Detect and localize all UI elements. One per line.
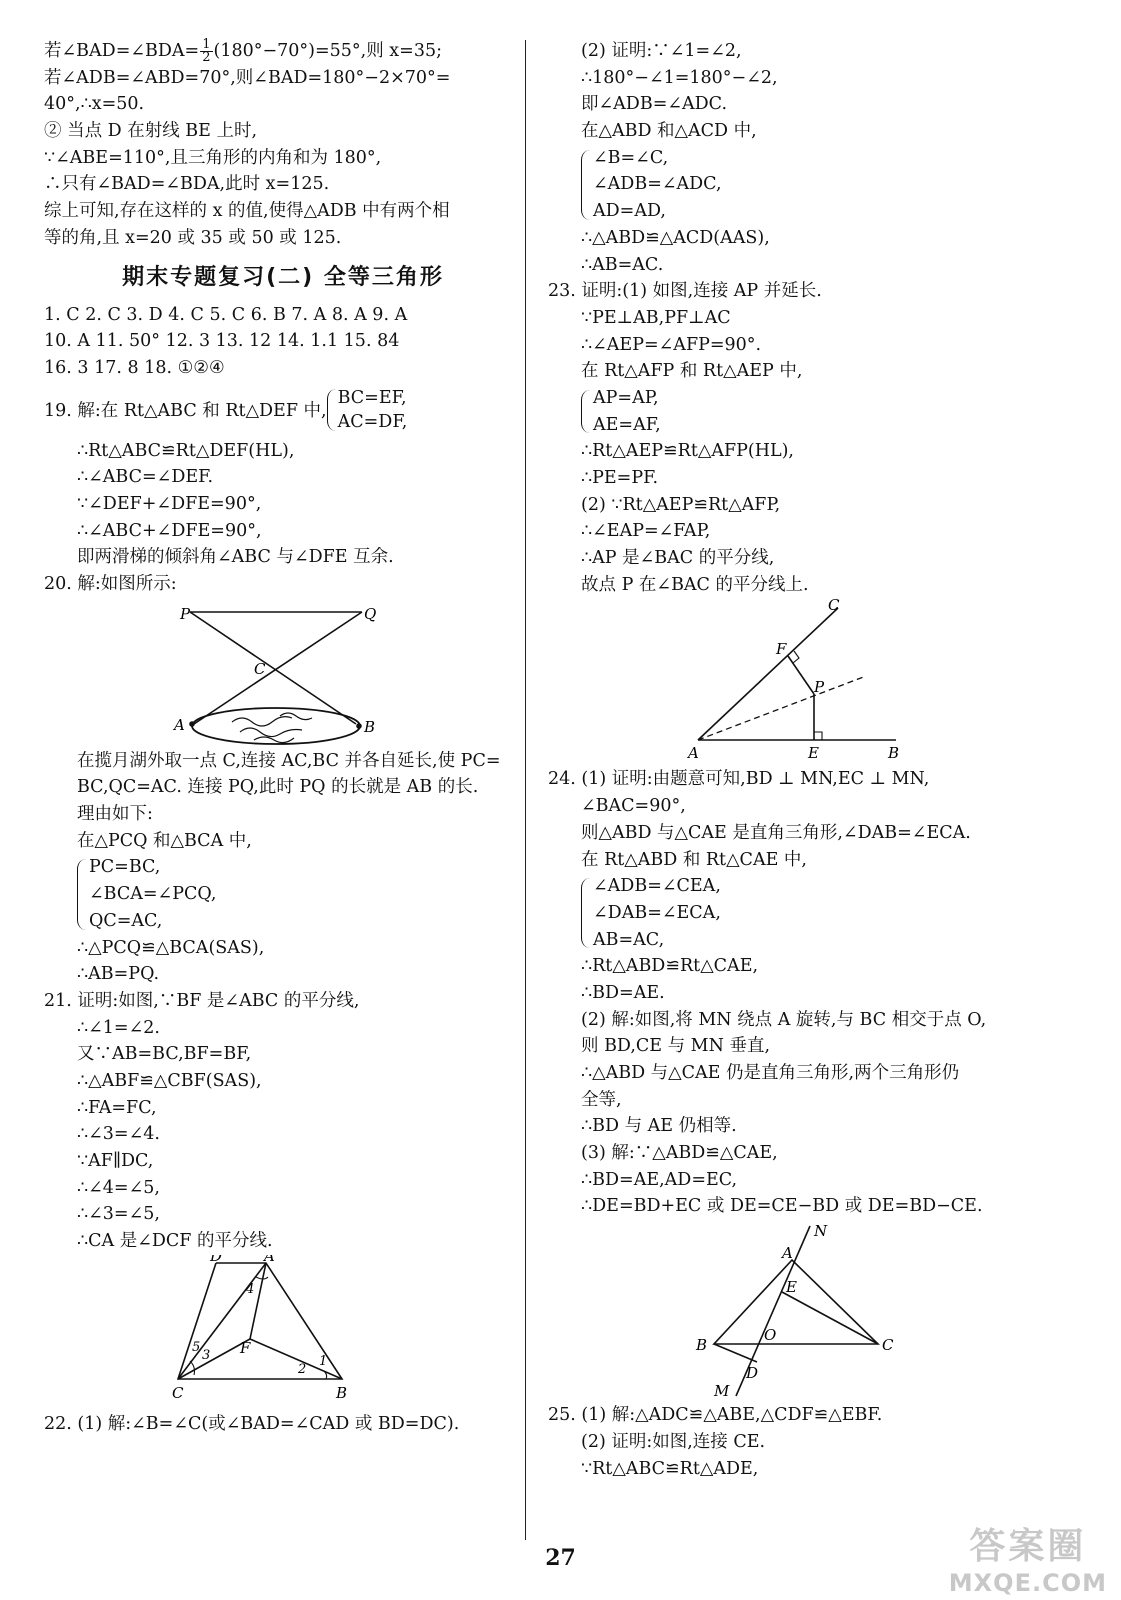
label-a: A — [688, 744, 699, 763]
text-line: ∴△ABD≌△ACD(AAS), — [581, 227, 770, 248]
page-number: 27 — [545, 1545, 576, 1571]
label-o: O — [764, 1326, 777, 1345]
watermark — [949, 1518, 1107, 1597]
label-m: M — [714, 1382, 730, 1401]
label-p: P — [814, 678, 825, 697]
text-line: ∴Rt△ABD≌Rt△CAE, — [581, 956, 759, 977]
text-line: 综上可知,存在这样的 x 的值,使得△ADB 中有两个相 — [44, 201, 450, 222]
brace-line: PC=BC, — [89, 857, 161, 878]
text-line: 故点 P 在∠BAC 的平分线上. — [581, 574, 809, 595]
brace-line: AC=DF, — [337, 411, 408, 432]
section-title: 期末专题复习(二) 全等三角形 — [122, 264, 444, 290]
label-angle-4: 4 — [246, 1281, 255, 1297]
label-angle-1: 1 — [319, 1353, 328, 1369]
line-pf — [788, 656, 814, 694]
brace-line: BC=EF, — [337, 387, 407, 408]
text-line: 又∵AB=BC,BF=BF, — [77, 1044, 252, 1065]
label-c: C — [828, 598, 840, 615]
text-line: 在 Rt△AFP 和 Rt△AEP 中, — [581, 361, 803, 382]
label-b: B — [364, 717, 376, 736]
text-line: 23. 证明:(1) 如图,连接 AP 并延长. — [548, 281, 822, 302]
label-b: B — [336, 1383, 348, 1402]
figure-21 — [44, 1255, 522, 1405]
label-c: C — [882, 1336, 894, 1355]
brace-line: AB=AC, — [593, 929, 665, 950]
text-line: ∵∠ABE=110°,且三角形的内角和为 180°, — [44, 147, 382, 168]
brace-group — [581, 145, 1068, 225]
text-line: ∵AF∥DC, — [77, 1151, 154, 1171]
text-line: 在揽月湖外取一点 C,连接 AC,BC 并各自延长,使 PC= — [77, 750, 501, 771]
q19-head: 19. 解:在 Rt△ABC 和 Rt△DEF 中, BC=EF, AC=DF, — [44, 387, 408, 432]
brace-line: AP=AP, — [593, 387, 659, 408]
brace-line: ∠DAB=∠ECA, — [593, 902, 721, 923]
text-line: ∵Rt△ABC≌Rt△ADE, — [581, 1458, 759, 1479]
text-line: ∴Rt△AEP≌Rt△AFP(HL), — [581, 441, 794, 462]
watermark-logo-text: 答案圈 — [969, 1526, 1087, 1567]
line-bd — [714, 1344, 757, 1362]
text-line: (2) ∵Rt△AEP≌Rt△AFP, — [581, 494, 781, 515]
text-line: 若∠ADB=∠ABD=70°,则∠BAD=180°−2×70°= — [44, 67, 451, 88]
text-line: 即∠ADB=∠ADC. — [581, 94, 728, 115]
line-ce — [782, 1292, 878, 1344]
brace-group — [581, 385, 1068, 438]
brace-group — [327, 386, 408, 434]
text-line: 全等, — [581, 1089, 622, 1110]
label-angle-3: 3 — [202, 1347, 211, 1363]
label-f: F — [240, 1338, 251, 1357]
answer-line: 10. A 11. 50° 12. 3 13. 12 14. 1.1 15. 84 — [44, 331, 400, 352]
text-line: ∴DE=BD+EC 或 DE=CE−BD 或 DE=BD−CE. — [581, 1196, 983, 1217]
text-line: ∵PE⊥AB,PF⊥AC — [581, 307, 731, 328]
text-line: 等的角,且 x=20 或 35 或 50 或 125. — [44, 227, 342, 248]
text-line: ∴△PCQ≌△BCA(SAS), — [77, 937, 265, 958]
text-line: ∴AB=AC. — [581, 254, 664, 275]
label-angle-5: 5 — [192, 1339, 201, 1355]
bisector-ap — [698, 676, 866, 740]
brace-line: AD=AD, — [593, 201, 666, 222]
figure-24 — [548, 1220, 1068, 1402]
answer-line: 1. C 2. C 3. D 4. C 5. C 6. B 7. A 8. A 9. A — [44, 304, 408, 325]
text-line: (3) 解:∵△ABD≌△CAE, — [581, 1143, 778, 1164]
figure-23-svg — [548, 598, 1068, 766]
text-line: ∴△ABD 与△CAE 仍是直角三角形,两个三角形仍 — [581, 1063, 960, 1083]
right-column — [548, 38, 1068, 1482]
text-line: 则△ABD 与△CAE 是直角三角形,∠DAB=∠ECA. — [581, 822, 971, 843]
label-q: Q — [364, 604, 377, 623]
answer-line: 16. 3 17. 8 18. ①②④ — [44, 357, 225, 378]
text-line: (2) 证明:∵∠1=∠2, — [581, 41, 742, 61]
label-e: E — [808, 744, 819, 763]
lake — [192, 708, 360, 744]
brace-line: ∠BCA=∠PCQ, — [89, 884, 217, 905]
label-angle-2: 2 — [298, 1361, 307, 1377]
label-c: C — [172, 1383, 184, 1402]
column-divider — [525, 40, 526, 1540]
brace-line: AE=AF, — [593, 414, 661, 435]
text-line: 22. (1) 解:∠B=∠C(或∠BAD=∠CAD 或 BD=DC). — [44, 1413, 460, 1434]
ray-ac — [698, 608, 838, 740]
text-line: 21. 证明:如图,∵BF 是∠ABC 的平分线, — [44, 990, 360, 1011]
text-line: ∴∠EAP=∠FAP, — [581, 521, 711, 542]
text-line: ∴PE=PF. — [581, 468, 659, 488]
label-d: D — [746, 1364, 759, 1383]
angle-mark-4 — [256, 1277, 268, 1279]
text-line: ② 当点 D 在射线 BE 上时, — [44, 121, 258, 142]
label-b: B — [696, 1336, 708, 1355]
text-line: ∴∠3=∠5, — [77, 1204, 160, 1225]
text-line: 25. (1) 解:△ADC≌△ABE,△CDF≌△EBF. — [548, 1405, 883, 1426]
text-line: ∴∠ABC+∠DFE=90°, — [77, 520, 262, 541]
label-e: E — [786, 1278, 797, 1297]
text-line: ∴∠AEP=∠AFP=90°. — [581, 334, 762, 355]
right-angle-e — [814, 732, 822, 740]
text-line: 20. 解:如图所示: — [44, 574, 177, 594]
text-line: BC,QC=AC. 连接 PQ,此时 PQ 的长就是 AB 的长. — [77, 777, 479, 798]
lake-waves — [232, 713, 312, 743]
text-line: ∴Rt△ABC≌Rt△DEF(HL), — [77, 440, 295, 461]
text-line: ∴∠4=∠5, — [77, 1177, 160, 1198]
brace-line: ∠B=∠C, — [593, 147, 669, 168]
text-line: 则 BD,CE 与 MN 垂直, — [581, 1036, 771, 1057]
text-line: ∴只有∠BAD=∠BDA,此时 x=125. — [44, 174, 330, 195]
text-line: ∴CA 是∠DCF 的平分线. — [77, 1231, 273, 1252]
figure-23 — [548, 598, 1068, 766]
text-line: 若∠BAD=∠BDA= $\frac{1}{2}$ (180°−70°)=55°,则 x=35; — [44, 37, 442, 65]
label-a: A — [264, 1254, 275, 1265]
text-line: ∵∠DEF+∠DFE=90°, — [77, 493, 262, 514]
text-line: 在 Rt△ABD 和 Rt△CAE 中, — [581, 849, 807, 870]
text-line: 40°,∴x=50. — [44, 94, 145, 115]
text-line: ∴∠ABC=∠DEF. — [77, 467, 214, 488]
brace-line: ∠ADB=∠ADC, — [593, 174, 722, 195]
text-line: ∴∠3=∠4. — [77, 1124, 160, 1145]
brace-group — [77, 854, 522, 934]
brace-line: QC=AC, — [89, 910, 163, 931]
text-line: (2) 证明:如图,连接 CE. — [581, 1431, 766, 1452]
figure-20-svg — [44, 598, 522, 748]
brace-line: ∠ADB=∠CEA, — [593, 876, 721, 897]
left-column — [44, 38, 522, 1437]
text-line: ∴AP 是∠BAC 的平分线, — [581, 548, 775, 569]
text-line: ∴∠1=∠2. — [77, 1017, 160, 1038]
text-line: 在△ABD 和△ACD 中, — [581, 121, 757, 142]
text-line: 理由如下: — [77, 804, 153, 825]
figure-20 — [44, 598, 522, 748]
figure-24-svg — [548, 1220, 1068, 1402]
brace-group — [581, 873, 1068, 953]
text-line: ∴180°−∠1=180°−∠2, — [581, 67, 778, 88]
text-line: ∴BD 与 AE 仍相等. — [581, 1116, 737, 1137]
text-line: 在△PCQ 和△BCA 中, — [77, 830, 252, 851]
text-line: ∴AB=PQ. — [77, 964, 160, 985]
text-line: ∴△ABF≌△CBF(SAS), — [77, 1070, 262, 1091]
point-a — [189, 721, 195, 727]
point-b — [356, 723, 362, 729]
label-c: C — [254, 659, 266, 678]
label-n: N — [814, 1222, 828, 1241]
label-b: B — [888, 744, 900, 763]
label-p: P — [180, 604, 191, 623]
text-line: ∴BD=AE,AD=EC, — [581, 1169, 738, 1190]
watermark-url: MXQE.COM — [948, 1569, 1107, 1597]
text-line: ∴FA=FC, — [77, 1097, 157, 1118]
label-f: F — [776, 640, 787, 659]
text-line: 即两滑梯的倾斜角∠ABC 与∠DFE 互余. — [77, 547, 394, 568]
label-a: A — [174, 715, 185, 734]
label-a: A — [782, 1244, 793, 1263]
text-line: 24. (1) 证明:由题意可知,BD ⊥ MN,EC ⊥ MN, — [548, 769, 930, 790]
fraction: $\frac{1}{2}$ — [202, 37, 211, 65]
right-angle-f — [793, 651, 799, 663]
text-line: ∠BAC=90°, — [581, 796, 686, 817]
text-line: ∴BD=AE. — [581, 982, 665, 1003]
figure-21-svg — [44, 1255, 522, 1405]
label-d: D — [210, 1254, 223, 1265]
text-line: (2) 解:如图,将 MN 绕点 A 旋转,与 BC 相交于点 O, — [581, 1009, 987, 1030]
